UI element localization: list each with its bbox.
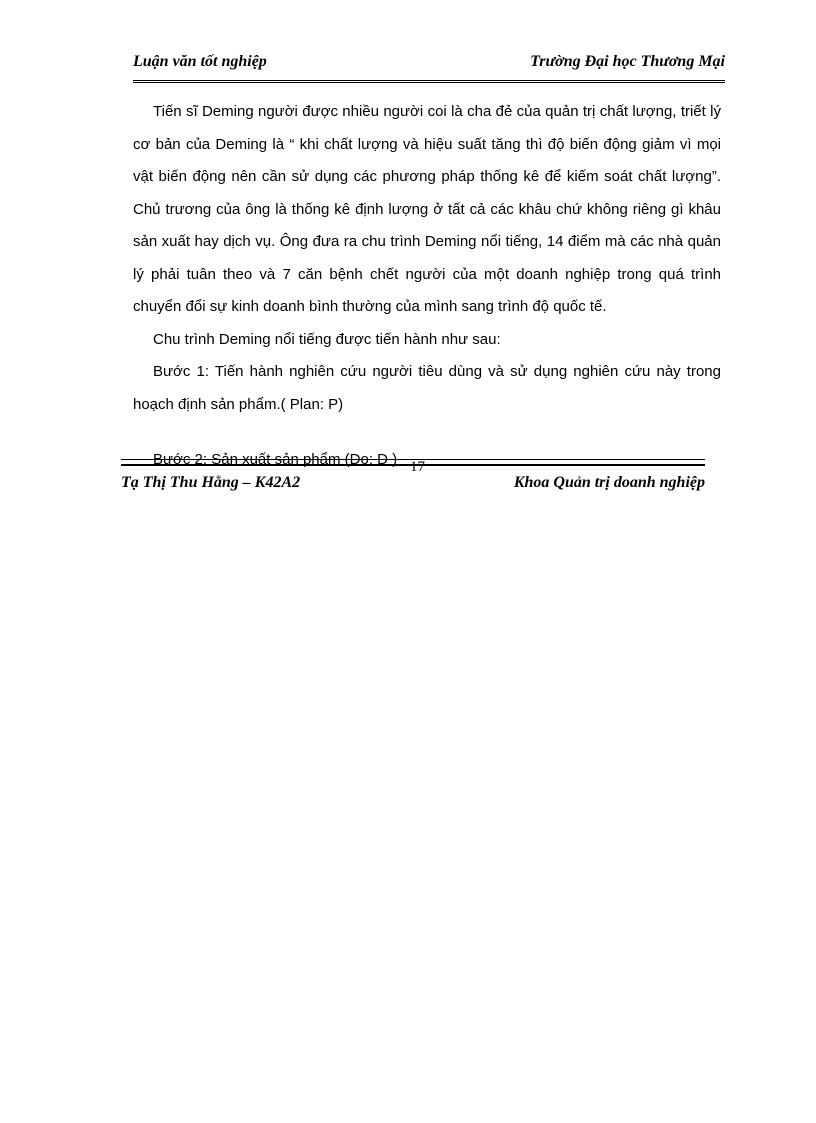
header-thesis-title: Luận văn tốt nghiệp [133,53,267,70]
footer-faculty: Khoa Quản trị doanh nghiệp [513,474,705,491]
paragraph-step-2-cutoff: Bước 2: Sản xuất sản phẩm (Do: D ) [153,451,398,468]
paragraph-step-1: Bước 1: Tiến hành nghiên cứu người tiêu dùng và sử dụng nghiên cứu này trong hoạch định sản phẩm.( Plan: P) [133,363,721,413]
paragraph-deming-intro: Tiến sĩ Deming người được nhiều người coi là cha đẻ của quản trị chất lượng, triết lý cơ bản của Deming là “ khi chất lượng và hiệu suất tăng thì độ biến động giảm vì mọi vật biến động nên cần sử dụng các phương pháp thống kê để kiếm soát chất lượng”. Chủ trương của ông là thống kê định lượng ở tất cả các khâu chứ không riêng gì khâu sản xuất hay dịch vụ. Ông đưa ra chu trình Deming nổi tiếng, 14 điểm mà các nhà quản lý phải tuân theo và 7 căn bệnh chết người của một doanh nghiệp trong quá trình chuyển đổi sự kinh doanh bình thường của mình sang trình độ quốc tế. [133,103,721,315]
page-header [133,50,725,83]
page-number: 17 [410,459,425,475]
header-university-name: Trường Đại học Thương Mại [530,53,725,70]
paragraph-deming-cycle-intro: Chu trình Deming nổi tiếng được tiến hành như sau: [153,330,501,348]
footer-author: Tạ Thị Thu Hằng – K42A2 [121,474,301,491]
body-text [133,96,721,421]
